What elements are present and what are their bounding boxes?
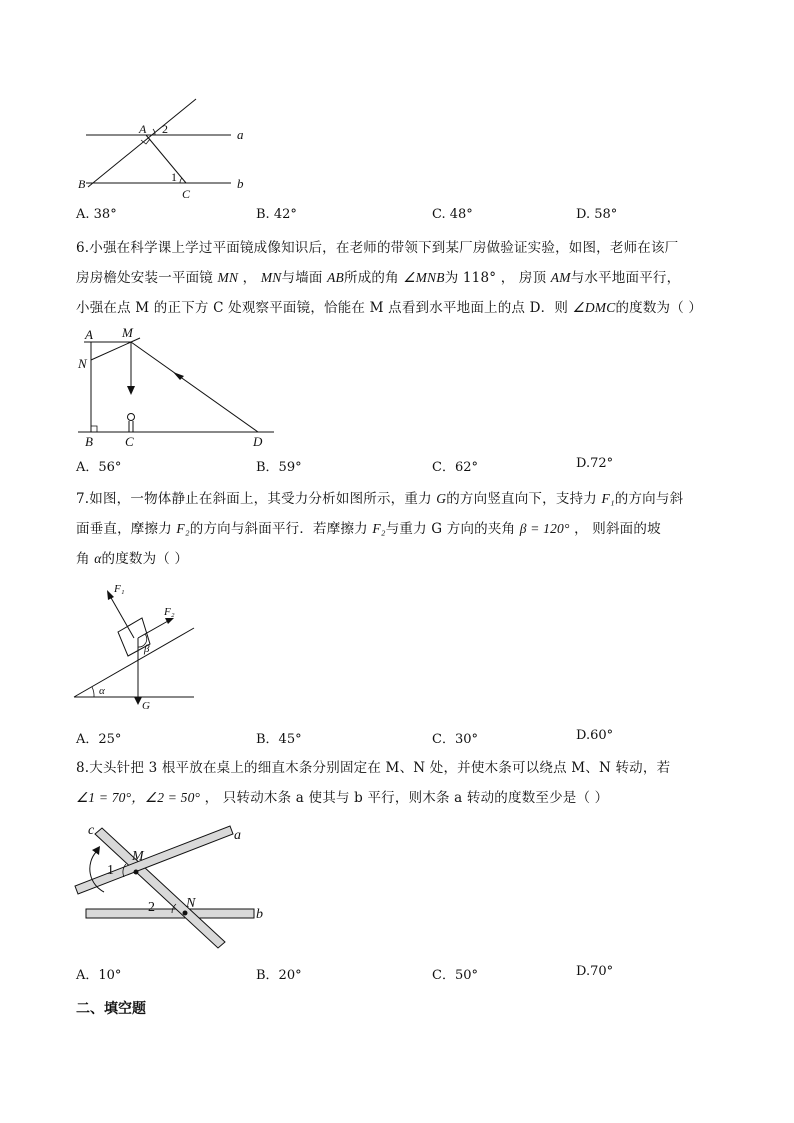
q8-option-a[interactable]: A．10° [76,968,122,983]
q7-options [76,728,716,748]
q5-option-a[interactable]: A. 38° [76,207,117,222]
q6-line-3: 小强在点 M 的正下方 C 处观察平面镜，恰能在 M 点看到水平地面上的点 D．则 ∠DMC的度数为（ ） [76,300,703,316]
q7-option-d[interactable]: D.60° [576,728,614,743]
q6-figure [76,322,286,450]
q5-label-B: B [78,177,86,191]
q6-label-M: M [122,325,133,340]
q7-f1-arrow [107,590,114,600]
q5-angle-1-arc [180,178,182,183]
q7-g-arrow [134,697,142,705]
q6-option-d[interactable]: D.72° [576,456,614,471]
q8-line-1: 8.大头针把 3 根平放在桌上的细直木条分别固定在 M、N 处，并使木条可以绕点 M、N 转动，若 [76,760,671,776]
q7-option-c[interactable]: C．30° [432,732,478,747]
q7-option-b[interactable]: B．45° [256,732,302,747]
q8-option-c[interactable]: C．50° [432,968,478,983]
q5-options [76,207,716,227]
q7-f2-arrow [165,618,174,624]
q6-label-B: B [85,434,93,449]
q6-line-1: 6.小强在科学课上学过平面镜成像知识后，在老师的带领下到某厂房做验证实验，如图，老师在该厂 [76,240,679,256]
q8-figure [62,822,272,952]
q7-line-2: 面垂直，摩擦力 F₂的方向与斜面平行．若摩擦力 F₂与重力 G 方向的夹角 β = 120° ， 则斜面的坡 [76,521,661,537]
q5-label-A: A [139,122,147,136]
q6-label-C: C [125,434,134,449]
q8-option-b[interactable]: B．20° [256,968,302,983]
q5-segment-ac [146,135,186,183]
q6-observer-head [128,414,135,421]
q6-right-angle-mark [91,426,97,432]
q7-text [76,484,726,574]
q7-option-a[interactable]: A．25° [76,732,122,747]
q6-down-arrow [127,386,135,395]
q5-option-d[interactable]: D. 58° [576,207,618,222]
q5-option-c[interactable]: C. 48° [432,207,473,222]
q8-label-c: c [88,823,95,838]
q5-label-a: a [237,127,244,142]
q6-option-b[interactable]: B．59° [256,460,302,475]
q8-stick-b [86,909,254,918]
q6-mirror-mn [91,338,140,360]
q6-label-A: A [85,327,93,342]
q6-options [76,456,716,476]
q5-label-b: b [237,176,244,191]
q8-label-N: N [186,896,196,911]
q7-label-F1: F₁ [114,583,125,595]
q7-label-beta: β [144,643,150,655]
q5-label-1: 1 [171,170,177,184]
q8-options [76,964,716,984]
q7-alpha-arc [92,687,94,697]
q7-label-alpha: α [99,685,105,697]
q7-label-F2: F₂ [164,606,175,618]
q7-figure [72,576,202,716]
q5-option-b[interactable]: B. 42° [256,207,297,222]
q5-label-2: 2 [162,122,168,136]
q8-label-M: M [132,849,144,864]
q6-option-a[interactable]: A．56° [76,460,122,475]
q8-pin-n [183,911,188,916]
q8-text [76,754,726,813]
q8-line-2: ∠1 = 70°，∠2 = 50° ， 只转动木条 a 使其与 b 平行，则木条 a 转动的度数至少是（ ） [76,790,609,806]
q6-text [76,234,726,323]
q6-label-N: N [78,356,87,371]
q8-label-b: b [256,907,263,922]
q5-label-C: C [182,187,191,201]
q8-option-d[interactable]: D.70° [576,964,614,979]
q8-rotation-arrowhead [92,846,100,855]
q6-option-c[interactable]: C．62° [432,460,478,475]
q8-pin-m [134,870,139,875]
q5-figure [76,95,266,205]
q8-label-2: 2 [148,900,155,915]
q8-label-1: 1 [107,863,114,878]
q6-ray-dm [131,342,258,432]
q5-transversal [88,99,196,187]
q8-stick-c [95,828,225,948]
q7-line-3: 角 α的度数为（ ） [76,551,189,567]
q7-line-1: 7.如图，一物体静止在斜面上，其受力分析如图所示，重力 G的方向竖直向下，支持力 F₁的方向与斜 [76,491,684,507]
q6-line-2: 房房檐处安装一平面镜 MN ， MN与墙面 AB所成的角 ∠MNB为 118° ， 房顶 AM与水平地面平行， [76,270,681,286]
q7-label-G: G [142,700,150,712]
section-title: 二、填空题 [76,1001,146,1017]
q6-label-D: D [253,434,263,449]
q8-label-a: a [234,828,241,843]
